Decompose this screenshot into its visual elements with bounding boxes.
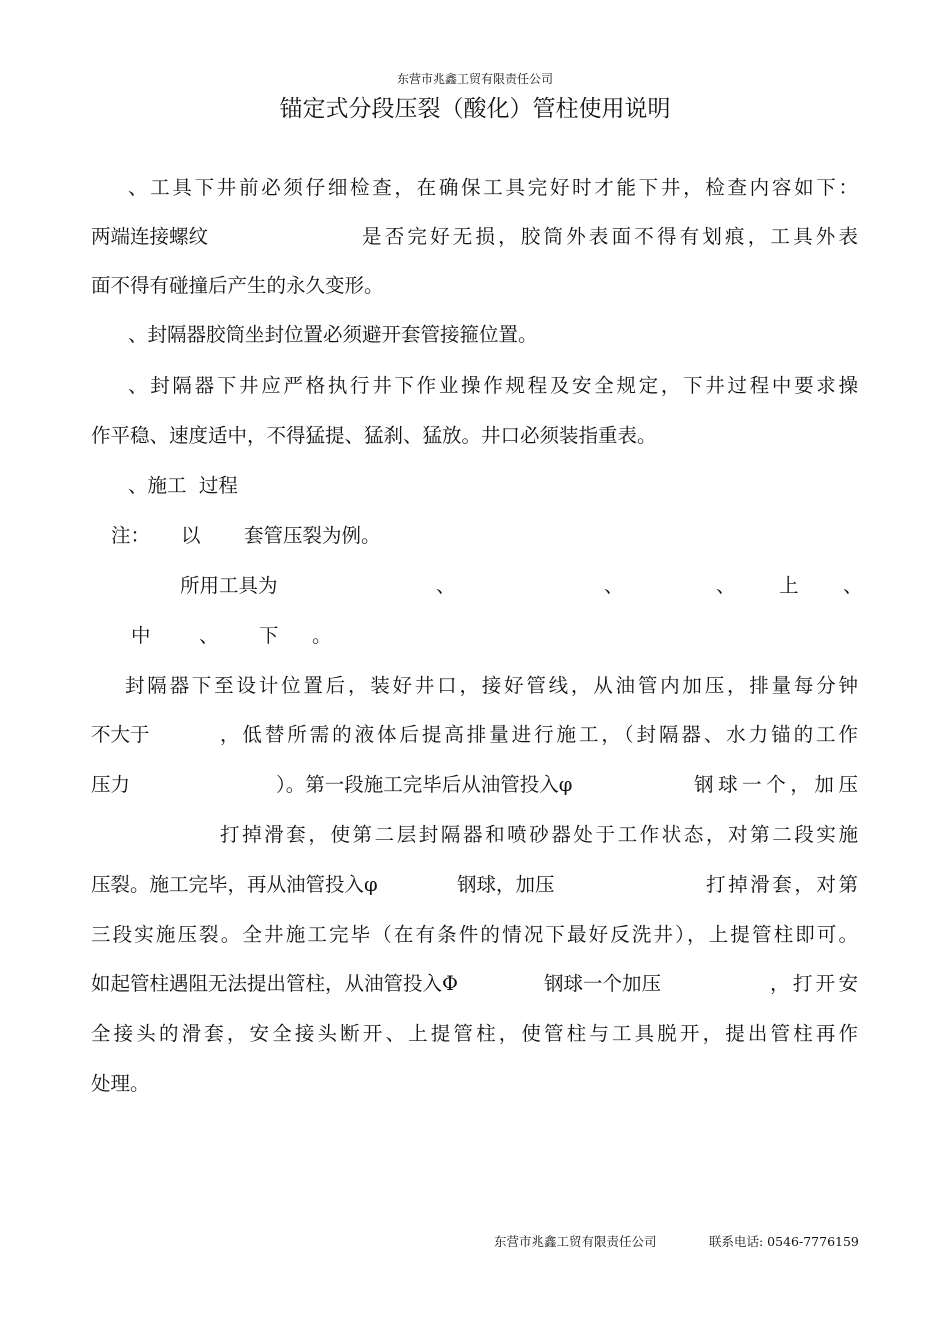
footer-company-name: 东营市兆鑫工贸有限责任公司 [494,1234,657,1249]
paragraph-line-2-end: 是否完好无损，胶筒外表面不得有划痕，工具外表 [362,225,858,248]
tools-middle: 中 [131,624,151,647]
paragraph-line-3: 面不得有碰撞后产生的永久变形。 [91,274,384,297]
tools-sep-1: 、 [436,574,456,597]
tools-lower: 下 [259,624,279,647]
paragraph-line-1: 、工具下井前必须仔细检查，在确保工具完好时才能下井，检查内容如下： [128,176,858,199]
paragraph-line-14: 打掉滑套，使第二层封隔器和喷砂器处于工作状态，对第二段实施 [220,823,858,846]
paragraph-line-5: 、封隔器下井应严格执行井下作业操作规程及安全规定，下井过程中要求操 [128,374,858,397]
paragraph-line-17-mid: 钢球一个加压 [544,972,662,995]
paragraph-line-16: 三段实施压裂。全井施工完毕（在有条件的情况下最好反洗井），上提管柱即可。 [91,923,858,946]
paragraph-line-13-start: 压力 [91,773,131,796]
paragraph-line-11: 封隔器下至设计位置后，装好井口，接好管线，从油管内加压，排量每分钟 [125,674,858,697]
tools-label: 所用工具为 [180,574,278,597]
paragraph-line-19: 处理。 [91,1072,150,1095]
paragraph-line-15-start: 压裂。施工完毕，再从油管投入φ [91,873,378,896]
tools-upper: 上 [779,574,799,597]
header-company-name: 东营市兆鑫工贸有限责任公司 [396,72,553,86]
note-text-a: 以 [181,524,201,547]
paragraph-line-12-start: 不大于 [91,723,150,746]
paragraph-line-2-start: 两端连接螺纹 [91,225,209,248]
document-title: 锚定式分段压裂（酸化）管柱使用说明 [279,96,671,122]
tools-sep-3: 、 [716,574,736,597]
paragraph-line-4: 、封隔器胶筒坐封位置必须避开套管接箍位置。 [128,323,538,346]
paragraph-line-18: 全接头的滑套，安全接头断开、上提管柱，使管柱与工具脱开，提出管柱再作 [91,1022,858,1045]
paragraph-line-7: 、施工 过程 [128,474,238,497]
note-text-b: 套管压裂为例。 [244,524,381,547]
paragraph-line-13-mid: ）。第一段施工完毕后从油管投入φ [276,773,573,796]
paragraph-line-13-end: 钢球一个，加压 [694,773,858,796]
paragraph-line-17-end: ，打开安 [770,972,858,995]
note-label: 注： [111,524,151,547]
paragraph-line-17-start: 如起管柱遇阻无法提出管柱，从油管投入Φ [91,972,458,995]
paragraph-line-15-mid: 钢球，加压 [457,873,555,896]
tools-sep-5: 、 [199,624,219,647]
footer-contact-phone: 联系电话: 0546-7776159 [709,1234,859,1249]
paragraph-line-6: 作平稳、速度适中，不得猛提、猛刹、猛放。井口必须装指重表。 [91,424,657,447]
tools-sep-4: 、 [843,574,863,597]
paragraph-line-12-end: ，低替所需的液体后提高排量进行施工，（封隔器、水力锚的工作 [220,723,858,746]
tools-sep-2: 、 [604,574,624,597]
paragraph-line-15-end: 打掉滑套，对第 [706,873,858,896]
tools-end: 。 [312,624,332,647]
